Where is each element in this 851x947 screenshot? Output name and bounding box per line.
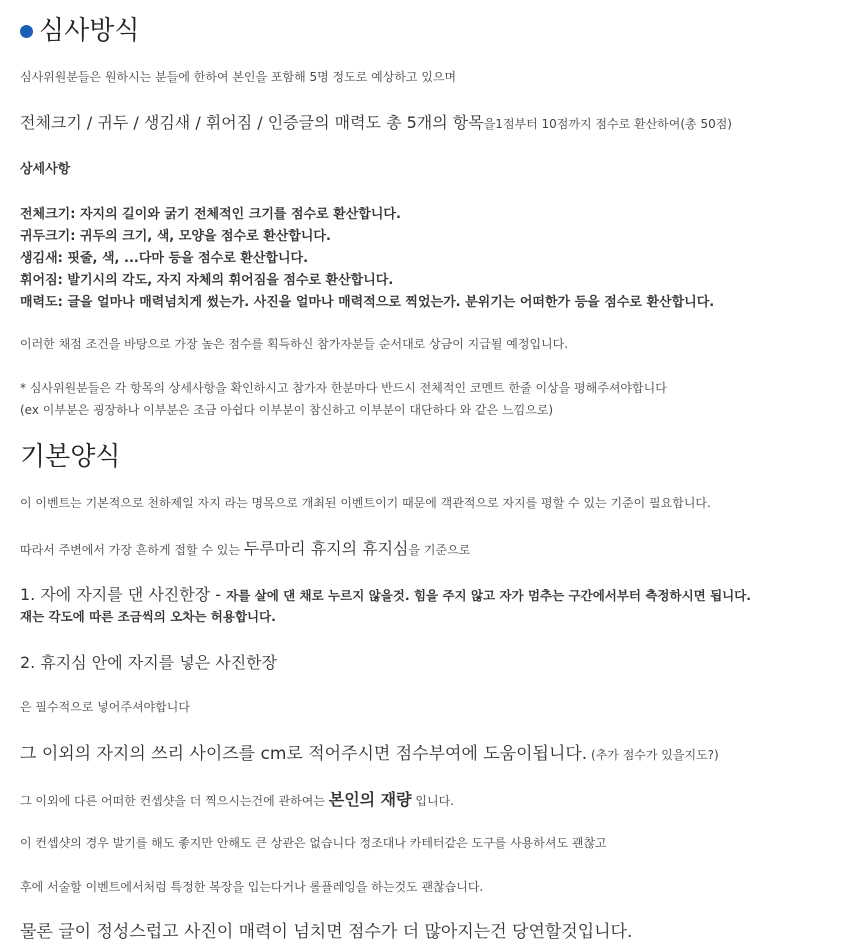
concept-pre-text: 그 이외에 다른 어떠한 컨셉샷을 더 찍으시는건에 관하여는 [20,794,329,808]
requirement-1-title: 1. 자에 자지를 댄 사진한장 - [20,585,227,604]
bullet-dot-icon [20,25,33,38]
paragraph-judges: 심사위원분들은 원하시는 분들에 한하여 본인을 포함해 5명 정도로 예상하고 있으며 [20,70,457,84]
detail-item: 휘어짐: 발기시의 각도, 자지 자체의 휘어짐을 점수로 환산합니다. [20,273,394,288]
note-judges-comment: * 심사위원분들은 각 항목의 상세사항을 확인하시고 참가자 한분마다 반드시 전체적인 코멘트 한줄 이상을 평해주셔야합니다 [20,381,667,395]
requirement-1-tolerance: 재는 각도에 따른 조금씩의 오차는 허용합니다. [20,609,276,624]
sizes-note-text: (추가 점수가 있을지도?) [587,748,719,762]
concept-emphasis-text: 본인의 재량 [328,790,412,809]
criteria-list-text: 전체크기 / 귀두 / 생김새 / 휘어짐 / 인증글의 매력도 총 5개의 항목 [20,113,484,132]
paragraph-prize: 이러한 채점 조건을 바탕으로 가장 높은 점수를 획득하신 참가자분들 순서대로 상금이 지급될 예정입니다. [20,337,569,351]
paragraph-sizes [20,739,719,764]
note-example: (ex 이부분은 굉장하나 이부분은 조금 아쉽다 이부분이 참신하고 이부분이 대단하다 와 같은 느낌으로) [20,403,554,417]
detail-item: 전체크기: 자지의 길이와 굵기 전체적인 크기를 점수로 환산합니다. [20,207,401,222]
sizes-main-text: 그 이외의 자지의 쓰리 사이즈를 cm로 적어주시면 점수부여에 도움이됩니다. [20,744,588,764]
paragraph-event-intro: 이 이벤트는 기본적으로 천하제일 자지 라는 명목으로 개최된 이벤트이기 때문에 객관적으로 자지를 평할 수 있는 기준이 필요합니다. [20,496,711,510]
requirement-item-2: 2. 휴지심 안에 자지를 넣은 사진한장 [20,653,278,672]
paragraph-closing: 물론 글이 정성스럽고 사진이 매력이 넘치면 점수가 더 많아지는건 당연할것입니다. [20,922,633,942]
paragraph-standard [20,536,470,559]
paragraph-criteria [20,110,732,133]
paragraph-roleplay: 후에 서술할 이벤트에서처럼 특정한 복장을 입는다거나 롤플레잉을 하는것도 괜찮습니다. [20,880,484,894]
detail-item: 생김새: 핏줄, 색, ...다마 등을 점수로 환산합니다. [20,251,309,266]
detail-heading: 상세사항 [20,162,71,177]
paragraph-concept-shot [20,787,454,810]
section-title-basic-form: 기본양식 [20,442,121,472]
detail-item: 매력도: 글을 얼마나 매력넘치게 썼는가. 사진을 얼마나 매력적으로 찍었는가. 분위기는 어떠한가 등을 점수로 환산합니다. [20,295,715,310]
standard-pre-text: 따라서 주변에서 가장 흔하게 접할 수 있는 [20,543,244,557]
concept-post-text: 입니다. [411,794,454,808]
detail-item: 귀두크기: 귀두의 크기, 색, 모양을 점수로 환산합니다. [20,229,331,244]
section-title-text: 심사방식 [39,16,140,46]
section-title-judging [20,10,139,47]
standard-post-text: 을 기준으로 [408,543,471,557]
requirement-1-detail: 자를 살에 댄 채로 누르지 않을것. 힘을 주지 않고 자가 멈추는 구간에서부터 측정하시면 됩니다. [226,588,752,603]
paragraph-concept-detail: 이 컨셉샷의 경우 발기를 해도 좋지만 안해도 큰 상관은 없습니다 정조대나 카테터같은 도구를 사용하셔도 괜찮고 [20,836,607,850]
paragraph-required: 은 필수적으로 넣어주셔야합니다 [20,700,190,714]
standard-emphasis-text: 두루마리 휴지의 휴지심 [243,539,409,558]
criteria-scoring-text: 을1점부터 10점까지 점수로 환산하여(총 50점) [483,117,732,131]
requirement-item-1 [20,582,751,605]
